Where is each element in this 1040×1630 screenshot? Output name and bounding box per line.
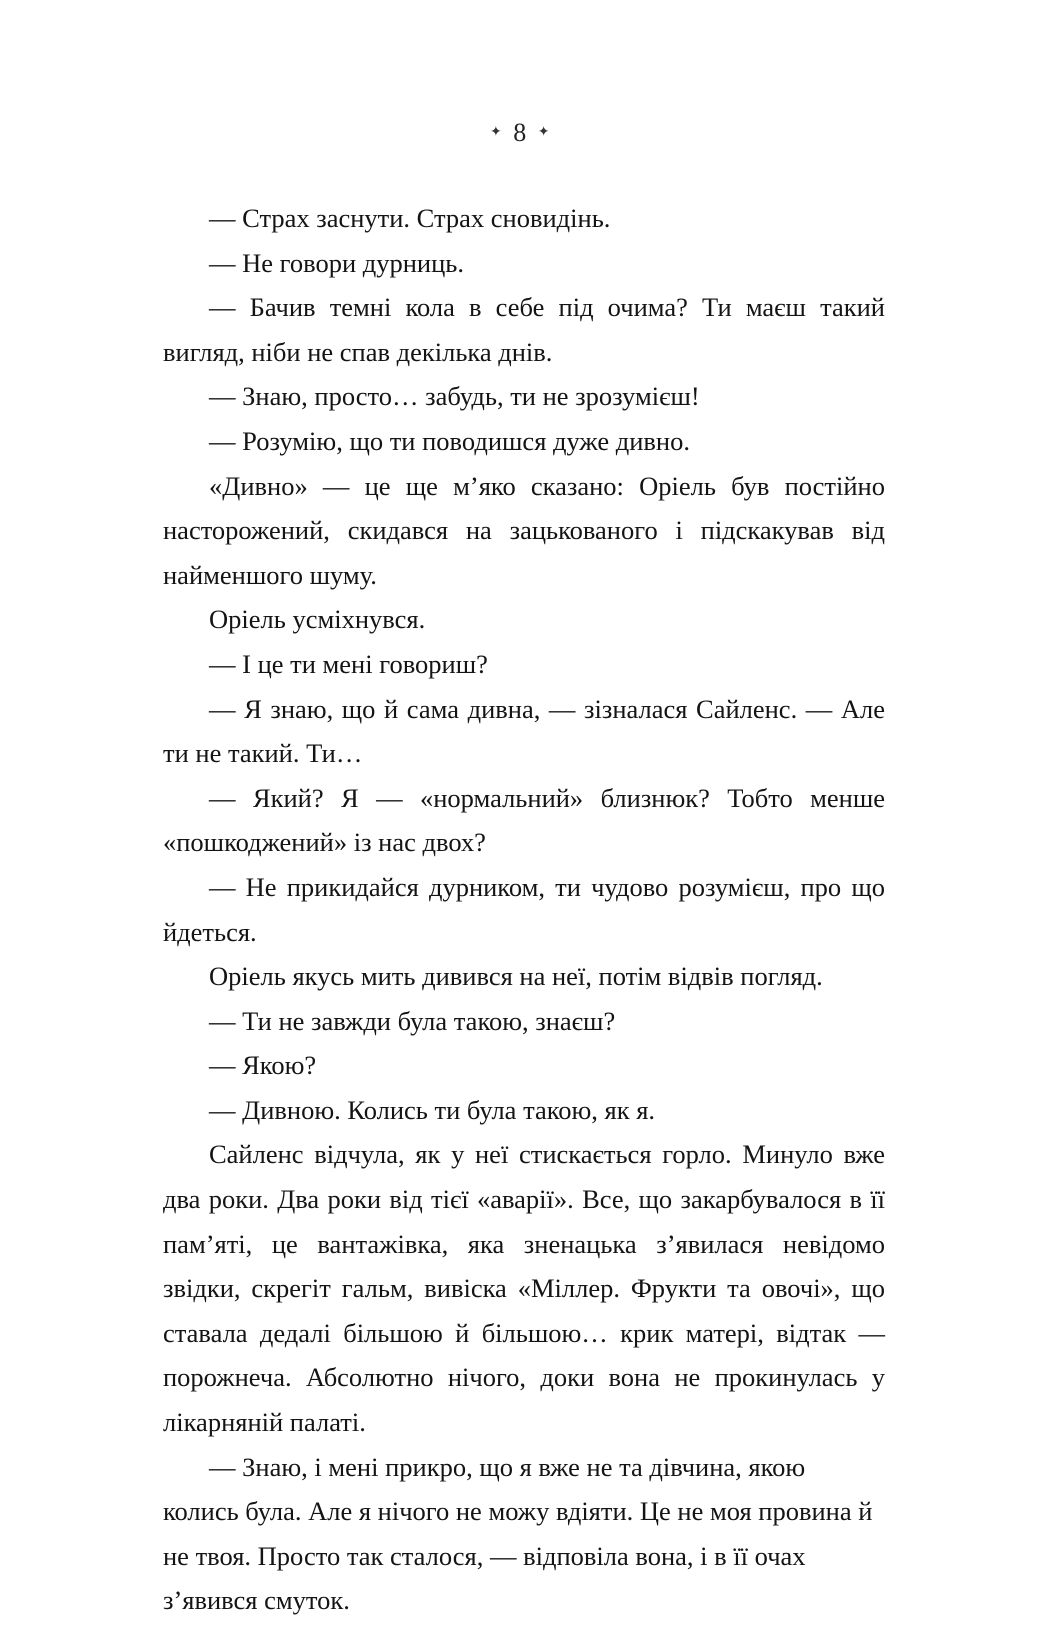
paragraph: — Я знаю, що й сама дивна, — зізналася Сайленс. — Але ти не такий. Ти… <box>163 693 885 769</box>
paragraph: Сайленс відчула, як у неї стискається горло. Минуло вже два роки. Два роки від тієї «аварії». Все, що закарбувалося в її пам’яті, це вантажівка, яка зненацька з’явилася невідомо звідки, скрегіт гальм, вивіска «Міллер. Фрукти та овочі», що ставала дедалі більшою й більшою… крик матері, відтак — порожнеча. Абсолютно нічого, доки вона не прокинулась у лікарняній палаті. <box>163 1139 885 1438</box>
paragraph: — Ти не завжди була такою, знаєш? <box>209 1005 616 1036</box>
ornament-right-icon: ✦ <box>537 124 550 140</box>
paragraph: — Який? Я — «нормальний» близнюк? Тобто менше «пошкоджений» із нас двох? <box>163 782 885 858</box>
paragraph: — Не говори дурниць. <box>209 247 464 278</box>
paragraph: «Дивно» — це ще м’яко сказано: Оріель був постійно насторожений, скидався на зацькованого і підскакував від найменшого шуму. <box>163 470 885 590</box>
paragraph: — Страх заснути. Страх сновидінь. <box>209 203 611 233</box>
paragraph: — Розумію, що ти поводишся дуже дивно. <box>209 425 690 456</box>
paragraph: — Не прикидайся дурником, ти чудово розумієш, про що йдеться. <box>163 871 885 947</box>
page-folio <box>0 118 1040 148</box>
paragraph: — Дивною. Колись ти була такою, як я. <box>209 1094 656 1125</box>
page-number: 8 <box>513 118 527 147</box>
paragraph: — Якою? <box>209 1050 317 1081</box>
ornament-left-icon: ✦ <box>490 124 503 140</box>
paragraph: — Знаю, просто… забудь, ти не зрозумієш! <box>209 381 700 412</box>
paragraph: Оріель усміхнувся. <box>209 604 426 635</box>
paragraph: — Знаю, і мені прикро, що я вже не та дівчина, якою колись була. Але я нічого не можу вдіяти. Це не моя провина й не твоя. Просто так сталося, — відповіла вона, і в її очах з’явився смуток. <box>163 1451 873 1616</box>
body-text <box>163 196 885 1623</box>
paragraph: Оріель якусь мить дивився на неї, потім відвів погляд. <box>209 961 823 992</box>
paragraph: — Бачив темні кола в себе під очима? Ти маєш такий вигляд, ніби не спав декілька днів. <box>163 292 885 367</box>
paragraph: — І це ти мені говориш? <box>209 648 488 679</box>
